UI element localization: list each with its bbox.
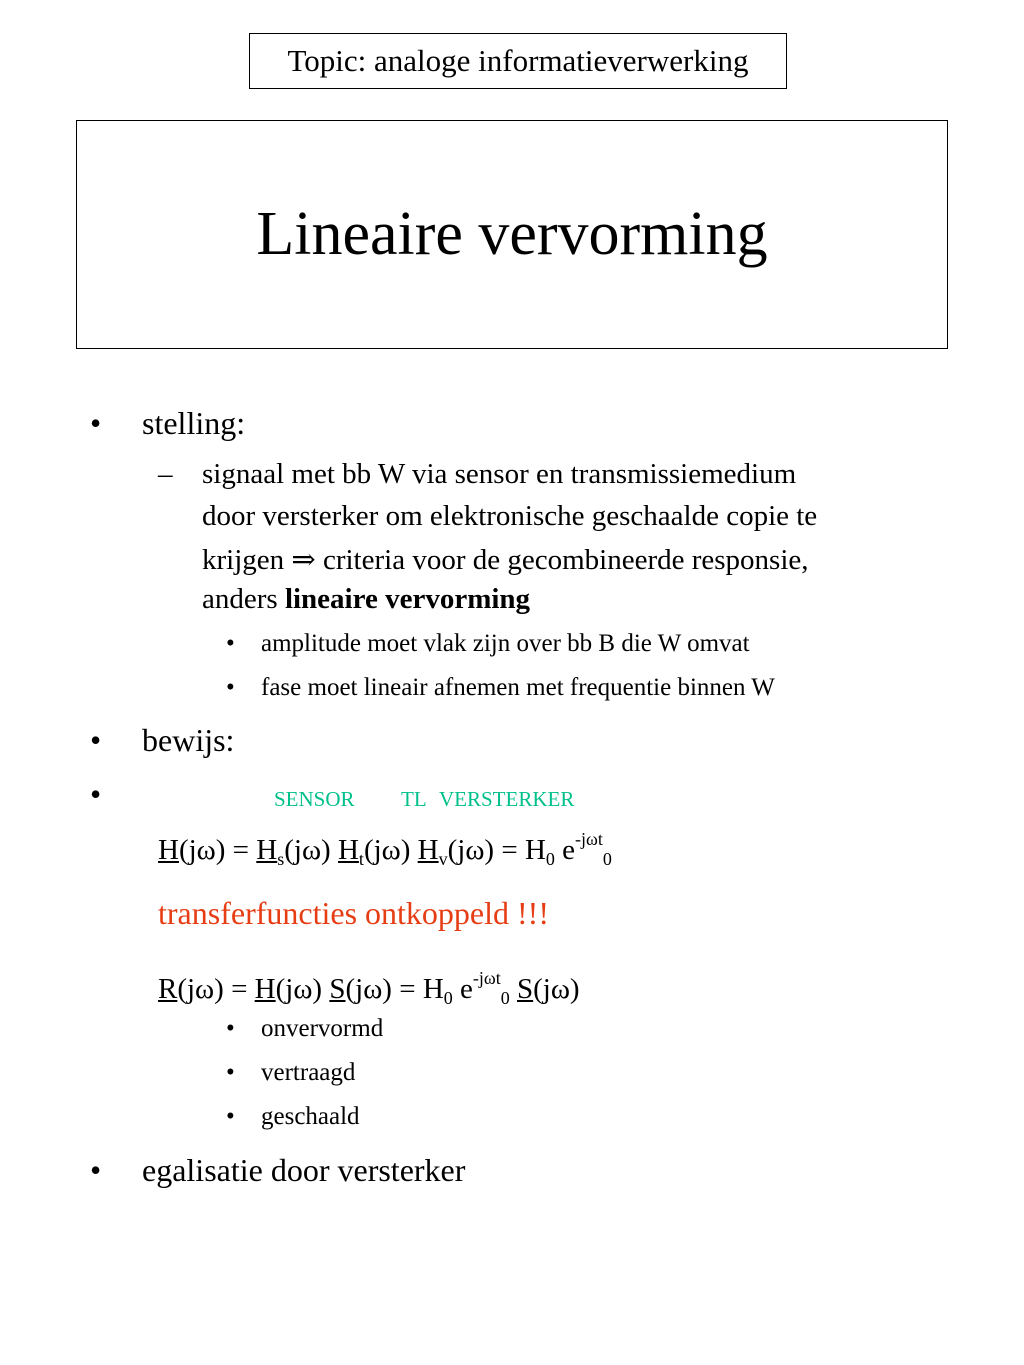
eq-sub-t0: 0	[500, 988, 510, 1008]
sensor-label: SENSOR	[274, 787, 355, 811]
property-vertraagd: vertraagd	[261, 1059, 356, 1086]
bullet-dot: •	[90, 405, 102, 441]
bullet-dot: •	[226, 1059, 235, 1086]
bullet-dot: •	[90, 722, 102, 758]
eq-Hv: H	[417, 834, 439, 866]
eq-sub-0: 0	[545, 849, 555, 869]
sub-line-3	[202, 542, 809, 577]
criterion-amplitude: amplitude moet vlak zijn over bb B die W omvat	[261, 630, 750, 657]
topic-label: Topic: analoge informatieverwerking	[287, 43, 749, 78]
eq-jw: (jω)	[275, 973, 323, 1005]
eq-e: e	[554, 834, 576, 866]
slide-title: Lineaire vervorming	[256, 200, 768, 268]
eq-Ht: H	[337, 834, 359, 866]
bewijs-label: bewijs:	[142, 722, 235, 758]
anders-word: anders	[202, 583, 278, 615]
eq-jw: (jω)	[533, 973, 580, 1005]
eq-equals: =	[494, 834, 525, 866]
eq-equals: =	[391, 973, 423, 1005]
eq-jw: (jω)	[284, 834, 331, 866]
stelling-label: stelling:	[142, 405, 246, 441]
eq-H0: H	[422, 973, 444, 1005]
red-note: transferfuncties ontkoppeld !!!	[158, 895, 549, 931]
krijgen-word: krijgen	[202, 544, 285, 576]
sub-line-1: signaal met bb W via sensor en transmissiemedium	[202, 458, 797, 490]
sub-line-4	[202, 583, 530, 616]
topic-box	[249, 33, 787, 89]
tl-label: TL	[401, 787, 427, 811]
eq-sub-v: v	[438, 849, 448, 869]
criteria-text: criteria voor de gecombineerde responsie,	[322, 544, 809, 576]
bullet-dot: •	[226, 1015, 235, 1042]
eq-H0: H	[524, 834, 546, 866]
bullet-dot: •	[226, 674, 235, 701]
bullet-dot: •	[90, 1152, 102, 1188]
implies-symbol: ⇒	[291, 544, 316, 576]
eq-S: S	[329, 973, 346, 1005]
eq-exponent: -jωt	[575, 829, 603, 849]
eq-R: R	[158, 973, 178, 1005]
eq-sub-t0: 0	[602, 849, 612, 869]
bullet-dot: •	[226, 1103, 235, 1130]
eq-exponent: -jωt	[472, 968, 501, 988]
eq-e: e	[452, 973, 473, 1005]
eq-jw: (jω)	[178, 834, 226, 866]
eq-Hs: H	[256, 834, 278, 866]
bullet-dot: •	[226, 630, 235, 657]
eq-equals: =	[225, 834, 257, 866]
bold-term: lineaire vervorming	[284, 583, 531, 615]
property-onvervormd: onvervormd	[261, 1015, 384, 1042]
eq-sub-s: s	[277, 849, 285, 869]
eq-jw: (jω)	[447, 834, 495, 866]
eq-H: H	[254, 973, 276, 1005]
versterker-label: VERSTERKER	[439, 787, 575, 811]
dash-marker: –	[158, 458, 173, 490]
egalisatie-text: egalisatie door versterker	[142, 1152, 466, 1188]
title-box	[76, 120, 948, 349]
equation-transfer	[158, 829, 612, 870]
eq-sub-t: t	[358, 849, 364, 869]
eq-jw: (jω)	[177, 973, 224, 1005]
bullet-dot: •	[90, 776, 102, 812]
criterion-phase: fase moet lineair afnemen met frequentie binnen W	[261, 674, 775, 701]
sub-line-2: door versterker om elektronische geschaalde copie te	[202, 500, 818, 532]
eq-jw: (jω)	[363, 834, 411, 866]
property-geschaald: geschaald	[261, 1103, 360, 1130]
equation-response	[158, 968, 580, 1009]
eq-equals: =	[223, 973, 255, 1005]
eq-sub-0: 0	[443, 988, 453, 1008]
eq-S: S	[516, 973, 534, 1005]
eq-H: H	[158, 834, 179, 866]
eq-jw: (jω)	[345, 973, 392, 1005]
